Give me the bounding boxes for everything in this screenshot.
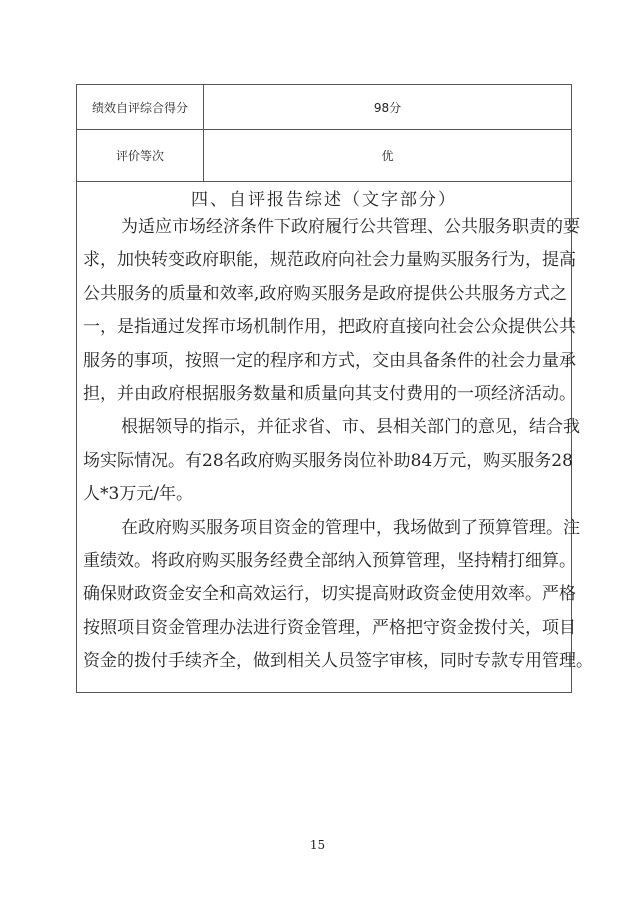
score-value: 98分 [373,100,402,115]
section-body [83,211,593,678]
text-line: 确保财政资金安全和高效运行，切实提高财政资金使用效率。严格 [83,584,576,605]
text-line: 场实际情况。有28名政府购买服务岗位补助84万元，购买服务28 [83,450,573,471]
text-line: 在政府购买服务项目资金的管理中，我场做到了预算管理。注 [121,517,580,538]
grade-value: 优 [381,148,394,163]
text-line: 人*3万元/年。 [83,484,194,505]
grade-label: 评价等次 [77,129,204,181]
text-line: 服务的事项，按照一定的程序和方式，交由具备条件的社会力量承 [83,350,576,371]
paragraph-1 [83,211,580,411]
text-line: 为适应市场经济条件下政府履行公共管理、公共服务职责的要 [121,217,580,237]
text-line: 一，是指通过发挥市场机制作用，把政府直接向社会公众提供公共 [83,317,576,338]
text-line: 公共服务的质量和效率,政府购买服务是政府提供公共服务方式之 [83,283,567,304]
text-line: 重绩效。将政府购买服务经费全部纳入预算管理，坚持精打细算。 [83,550,576,571]
table-row-score [77,85,571,130]
page-number: 15 [309,838,326,852]
paragraph-2 [83,411,580,511]
text-line: 担，并由政府根据服务数量和质量向其支付费用的一项经济活动。 [83,383,576,404]
text-line: 求，加快转变政府职能，规范政府向社会力量购买服务行为，提高 [83,250,576,271]
text-line: 根据领导的指示，并征求省、市、县相关部门的意见，结合我 [121,417,580,438]
evaluation-table [76,84,593,693]
paragraph-3 [83,512,593,679]
score-label: 绩效自评综合得分 [77,85,204,129]
table-row-grade [77,129,571,182]
text-line: 按照项目资金管理办法进行资金管理，严格把守资金拨付关，项目 [83,617,576,638]
text-line: 资金的拨付手续齐全，做到相关人员签字审核，同时专款专用管理。 [83,651,593,672]
section-title: 四、自评报告综述（文字部分） [191,190,457,210]
